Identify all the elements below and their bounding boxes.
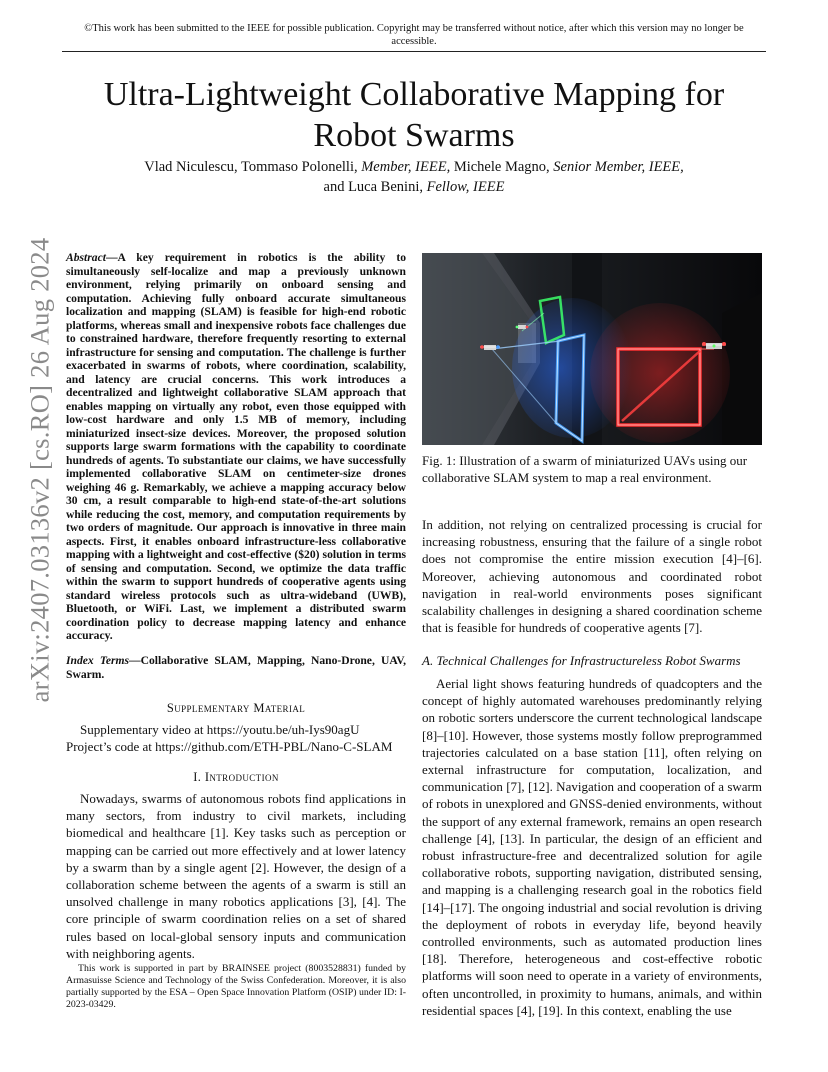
author-names-2: Michele Magno, xyxy=(450,159,554,175)
abstract-text: —A key requirement in robotics is the ability to simultaneously self-localize and map a previously unknown environment, relying primarily on onboard sensing and computation. Achieving fully onboard accurate simultaneous localization and mapping (SLAM) is feasible for high-end robotic platforms, whereas small and inexpensive robots face challenges due to constrained hardware, therefore frequently resorting to external infrastructure for sensing and computation. The challenge is further exacerbated in swarms of robots, where coordination, scalability, and latency are crucial concerns. This work introduces a decentralized and lightweight collaborative SLAM approach that enables mapping on virtually any robot, even those equipped with low-cost hardware and only 1.5 MB of memory, including miniaturized insect-size devices. Moreover, the proposed solution supports large swarm formations with the capability to coordinate hundreds of agents. To substantiate our claims, we have successfully implemented collaborative SLAM on centimeter-size drones weighing 46 g. Remarkably, we achieve a mapping accuracy below 30 cm, a result comparable to high-end state-of-the-art solutions while reducing the cost, memory, and computation requirements by two orders of magnitude. Our approach is innovative in three main aspects. First, it enables onboard infrastructure-less collaborative mapping with a lightweight and cost-effective ($20) solution in terms of sensing and computation. Second, we optimize the data traffic within the swarm to support hundreds of cooperative agents using standard wireless protocols such as ultra-wideband (UWB), Bluetooth, or WiFi. Last, we implement a distributed swarm coordination policy to decrease mapping latency and enhance accuracy. xyxy=(66,251,406,642)
intro-heading: I. Introduction xyxy=(193,770,279,784)
supplementary-code-link[interactable]: Project’s code at https://github.com/ETH-PBL/Nano-C-SLAM xyxy=(66,739,393,754)
right-paragraph-1: In addition, not relying on centralized processing is crucial for increasing robustness, ensuring that the failure of a single robot does not compromise the entire mission execution [4]–[6]. Moreover, achieving autonomous and coordinated robot navigation in real-world environments poses significant scalability challenges in designing a shared coordination scheme that is feasible for hundreds of cooperative agents [7]. xyxy=(422,517,762,636)
author-affil-1: Member, IEEE, xyxy=(361,159,451,175)
right-paragraph-2: Aerial light shows featuring hundreds of quadcopters and the concept of highly automated warehouses predominantly relying on robotic sorters underscore the current technological landscape [8]–[10]. However, those systems mostly follow preprogrammed trajectories calculated on a base station [11], often relying on external infrastructure for computation, localization, and communication [7], [12]. Navigation and cooperation of a swarm of robots in unexplored and GNSS-denied environments, without the support of any external framework, remains an open research challenge [4], [13]. In particular, the design of an efficient and robust infrastructure-free and decentralized solution for agile collaborative robots, supporting navigation, distributed sensing, and mapping is a challenging research goal in the robotics field [14]–[17]. The ongoing industrial and social revolution is driving the deployment of robots in everyday life, beyond heavily controlled environments, such as automated production lines [18]. Therefore, heterogeneous and cost-effective robotic platforms will soon need to operate in a variety of environments, often uncontrolled, in proximity to humans, animals, and within residential spaces [4], [19]. In this context, enabling the use xyxy=(422,676,762,1018)
index-terms-text: —Collaborative SLAM, Mapping, Nano-Drone, UAV, Swarm. xyxy=(66,654,406,681)
copyright-notice: ©This work has been submitted to the IEEE for possible publication. Copyright may be transferred without notice, after which this version may no longer be accessible. xyxy=(62,22,766,52)
abstract-label: Abstract xyxy=(66,251,106,264)
figure-caption: Fig. 1: Illustration of a swarm of miniaturized UAVs using our collaborative SLAM system to map a real environment. xyxy=(422,453,748,485)
author-names-1: Vlad Niculescu, Tommaso Polonelli, xyxy=(144,159,362,175)
author-line-2 xyxy=(62,177,766,197)
author-line-1 xyxy=(62,157,766,177)
supplementary-links xyxy=(66,721,406,755)
figure-swarm-illustration xyxy=(422,253,762,445)
intro-paragraph: Nowadays, swarms of autonomous robots find applications in many sectors, from industry to civil markets, including biomedical and healthcare [1]. Key tasks such as perception or mapping can be carried out more effectively and at lower latency by a swarm than by a single agent [2]. However, the design of a collaboration scheme between the agents of a swarm is still an unsolved challenge in many robotics applications [3], [4]. The core principle of swarm coordination relies on a set of shared rules based on local-global sensory inputs and communication with neighboring agents. xyxy=(66,791,406,961)
author-affil-2: Senior Member, IEEE, xyxy=(553,159,684,175)
figure-image xyxy=(422,253,762,445)
author-names-3: and Luca Benini, xyxy=(323,179,427,195)
funding-footnote: This work is supported in part by BRAINSEE project (8003528831) funded by Armasuisse Science and Technology of the Swiss Confederation. Moreover, it is also partially supported by the ESA – Open Space Innovation Platform (OSIP) under ID: I-2023-03429. xyxy=(66,963,406,1010)
index-terms-label: Index Terms xyxy=(66,654,130,667)
author-list xyxy=(62,157,766,197)
subsection-heading: A. Technical Challenges for Infrastructureless Robot Swarms xyxy=(422,653,741,668)
supplementary-video-link[interactable]: Supplementary video at https://youtu.be/uh-Iys90agU xyxy=(80,722,360,737)
index-terms xyxy=(66,654,406,681)
abstract xyxy=(66,251,406,643)
supplementary-heading: Supplementary Material xyxy=(166,701,306,715)
paper-title: Ultra-Lightweight Collaborative Mapping for Robot Swarms xyxy=(103,76,725,154)
arxiv-stamp: arXiv:2407.03136v2 [cs.RO] 26 Aug 2024 xyxy=(24,237,55,703)
author-affil-3: Fellow, IEEE xyxy=(426,179,505,195)
